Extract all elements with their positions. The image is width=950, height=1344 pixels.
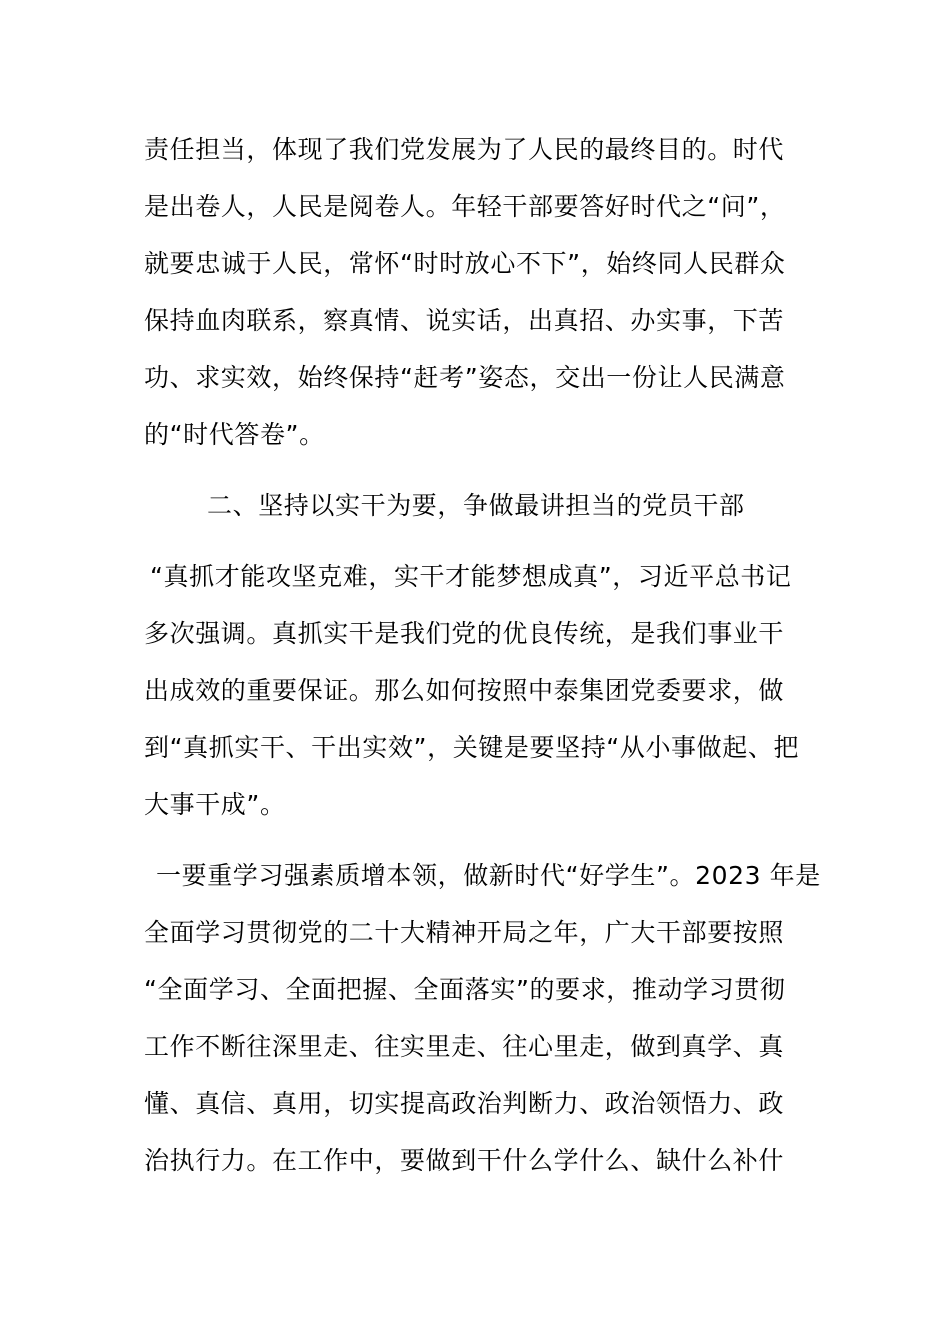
paragraph-3-line-3: “全面学习、全面把握、全面落实”的要求，推动学习贯彻 [144,975,786,1004]
paragraph-2-line-1: “真抓才能攻坚克难，实干才能梦想成真”，习近平总书记 [150,562,792,591]
paragraph-2-line-4: 到“真抓实干、干出实效”，关键是要坚持“从小事做起、把 [144,733,800,762]
paragraph-3-line-1: 一要重学习强素质增本领，做新时代“好学生”。2023 年是 [156,861,821,890]
paragraph-1-line-5: 功、求实效，始终保持“赶考”姿态，交出一份让人民满意 [144,363,786,392]
paragraph-2-line-2: 多次强调。真抓实干是我们党的优良传统，是我们事业干 [144,619,785,648]
paragraph-1-line-6: 的“时代答卷”。 [144,420,325,449]
paragraph-2-line-3: 出成效的重要保证。那么如何按照中泰集团党委要求，做 [144,676,785,705]
section-heading: 二、坚持以实干为要，争做最讲担当的党员干部 [207,491,745,520]
paragraph-3-line-2: 全面学习贯彻党的二十大精神开局之年，广大干部要按照 [144,918,785,947]
paragraph-3-line-4: 工作不断往深里走、往实里走、往心里走，做到真学、真 [144,1032,785,1061]
paragraph-1-line-2: 是出卷人，人民是阅卷人。年轻干部要答好时代之“问”， [144,192,786,221]
paragraph-3-line-6: 治执行力。在工作中，要做到干什么学什么、缺什么补什 [144,1146,785,1175]
paragraph-1-line-4: 保持血肉联系，察真情、说实话，出真招、办实事，下苦 [144,306,785,335]
paragraph-1-line-3: 就要忠诚于人民，常怀“时时放心不下”，始终同人民群众 [144,249,786,278]
paragraph-1-line-1: 责任担当，体现了我们党发展为了人民的最终目的。时代 [144,135,785,164]
paragraph-2-line-5: 大事干成”。 [144,790,286,819]
paragraph-3-line-5: 懂、真信、真用，切实提高政治判断力、政治领悟力、政 [144,1089,785,1118]
